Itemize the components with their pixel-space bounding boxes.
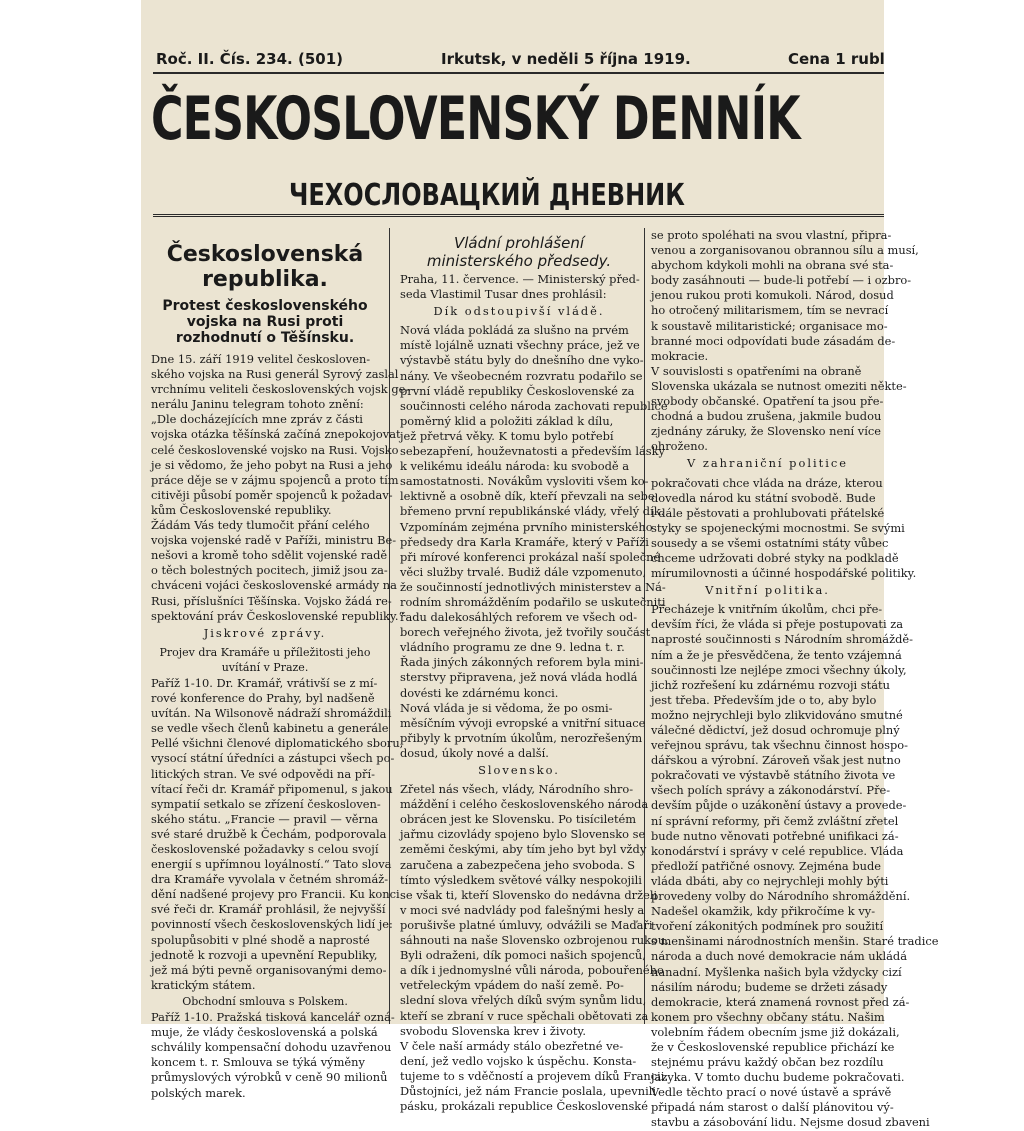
- text-line: polských marek.: [151, 1085, 246, 1100]
- article-text: [151, 675, 404, 993]
- text-line: dosud, úkoly nové a další.: [400, 745, 549, 760]
- text-line: se však ti, kteří Slovensko do nedávna drželi: [400, 887, 658, 902]
- text-line: se vedle všech členů kabinetu a generále: [151, 721, 389, 736]
- text-line: Rusi, příslušníci Těšínska. Vojsko žádá re-: [151, 593, 392, 608]
- text-line: jichž rozřešení ku zdárnému rozvoji státu: [651, 677, 890, 692]
- text-line: mírumilovnosti a účinné hospodářské politiky.: [651, 566, 917, 581]
- section-heading: Vnitřní politika.: [705, 583, 830, 598]
- text-line: k soustavě militaristické; organisace mo-: [651, 318, 888, 333]
- text-line: v moci své nadvlády pod falešnými hesly a: [400, 902, 645, 917]
- article-text: [151, 1010, 395, 1101]
- text-line: mokracie.: [651, 348, 709, 363]
- text-line: seda Vlastimil Tusar dnes prohlásil:: [400, 287, 607, 302]
- text-line: se proto spoléhati na svou vlastní, připra-: [651, 228, 892, 242]
- text-line: nány. Ve všeobecném rozvratu podařilo se: [400, 368, 643, 383]
- subheadline: Protest československého vojska na Rusi proti rozhodnutí o Těšínsku.: [162, 298, 368, 346]
- text-line: vojska otázka těšínská začíná znepokojovat: [151, 427, 401, 442]
- text-line: přibyly k prvotním úkolům, nerozřešeným: [400, 730, 643, 745]
- text-line: jest třeba. Především jde o to, aby bylo: [651, 692, 877, 707]
- text-line: demokracie, která znamená rovnost před zá-: [651, 994, 910, 1009]
- text-line: československé požadavky s celou svojí: [151, 842, 379, 856]
- text-line: je si vědomo, že jeho pobyt na Rusi a jeho: [151, 457, 393, 472]
- masthead-rule-top: [153, 72, 884, 74]
- text-line: bude nutno věnovati potřebné unifikaci zá-: [651, 828, 899, 843]
- text-line: styky se spojeneckými mocnostmi. Se svými: [651, 520, 905, 535]
- text-line: své řeči dr. Kramář prohlásil, že nejvyšší: [151, 902, 386, 917]
- text-line: s menšinami národnostních menšin. Staré tradice: [651, 934, 939, 949]
- text-line: pokračovati chce vláda na dráze, kterou: [651, 475, 883, 490]
- text-line: i dále pěstovati a prohlubovati přátelské: [651, 505, 885, 520]
- text-line: naprosté součinnosti s Národním shromáždě-: [651, 632, 913, 647]
- text-line: předloží patřičné osnovy. Zejména bude: [651, 858, 881, 873]
- text-line: borech veřejného života, jež tvořily součást: [400, 625, 651, 640]
- text-line: kratickým státem.: [151, 977, 256, 992]
- article-text: [400, 272, 638, 302]
- text-line: ním a že je přesvědčena, že tento vzájemná: [651, 647, 902, 662]
- text-line: sympatií setkalo se zřízení českosloven-: [151, 796, 381, 811]
- text-line: koncem t. r. Smlouva se týká výměny: [151, 1055, 365, 1070]
- text-line: Nová vláda pokládá za slušno na prvém: [400, 323, 629, 338]
- text-line: devším říci, že vláda si přeje postupovati za: [651, 617, 904, 632]
- newspaper-page: [141, 0, 939, 1130]
- text-line: sáhnouti na naše Slovensko ozbrojenou rukou.: [400, 933, 669, 948]
- text-line: dra Kramáře vyvolala v četném shromáž-: [151, 872, 389, 887]
- text-line: devším půjde o uzákonění ústavy a provede-: [651, 798, 907, 813]
- text-line: povinností všech československých lidí je:: [151, 917, 393, 932]
- text-line: Byli odraženi, dík pomoci našich spojenců,: [400, 948, 646, 963]
- text-line: ní správní reformy, při čemž zvláštní zřetel: [651, 813, 899, 828]
- text-line: věci služby trvalé. Budiž dále vzpomenuto,: [400, 564, 647, 579]
- text-line: vojska vojenské radě v Paříži, ministru Be-: [151, 533, 397, 548]
- text-line: jazyka. V tomto duchu budeme pokračovati.: [651, 1070, 905, 1085]
- text-line: Přecházeje k vnitřním úkolům, chci pře-: [651, 602, 883, 617]
- text-line: „Dle docházejících mne zpráv z části: [151, 412, 363, 427]
- text-line: k velikému ideálu národa: ku svobodě a: [400, 459, 630, 474]
- text-line: Dne 15. září 1919 velitel českosloven-: [151, 352, 371, 366]
- text-line: všech polích správy a zákonodárství. Pře-: [651, 783, 891, 798]
- text-line: zaručena a zabezpečena jeho svoboda. S: [400, 857, 636, 872]
- text-line: celé československé vojsko na Rusi. Vojsko: [151, 442, 399, 457]
- text-line: spolupůsobiti v plné shodě a naprosté: [151, 932, 370, 947]
- newspaper-subtitle: ЧЕХОСЛОВАЦКИЙ ДНЕВНИК: [289, 178, 685, 213]
- text-line: břemeno první republikánské vlády, vřelý dík.: [400, 504, 665, 519]
- text-line: V souvislosti s opatřeními na obraně: [651, 363, 862, 378]
- text-line: venou a zorganisovanou obrannou sílu a musí,: [651, 243, 919, 258]
- section-heading: V zahraniční politice: [687, 456, 848, 471]
- text-line: chceme udržovati dobré styky na podkladě: [651, 550, 899, 565]
- text-line: při mírové konferenci prokázal naší společné: [400, 549, 661, 564]
- section-heading: Dík odstoupivší vládě.: [433, 304, 605, 319]
- article-text: [151, 352, 410, 624]
- text-line: jařmu cizovlády spojeno bylo Slovensko se: [400, 827, 646, 842]
- text-line: že v Československé republice přichází ke: [651, 1039, 895, 1054]
- text-line: muje, že vlády československá a polská: [151, 1025, 378, 1040]
- article-text: [400, 782, 669, 1114]
- text-line: Žádám Vás tedy tlumočit přání celého: [151, 518, 370, 533]
- text-line: svobody občanské. Opatření ta jsou pře-: [651, 394, 884, 409]
- column-1: [151, 228, 410, 1100]
- issue-number: Roč. II. Čís. 234. (501): [156, 50, 344, 68]
- text-line: tujeme to s vděčností a projevem díků Francii.: [400, 1068, 669, 1083]
- newspaper-title: ČESKOSLOVENSKÝ DENNÍK: [151, 84, 800, 154]
- text-line: Řada jiných zákonných reforem byla mini-: [400, 655, 644, 670]
- text-line: pokračovati ve výstavbě státního života ve: [651, 768, 896, 783]
- text-line: vítací řeči dr. Kramář připomenul, s jakou: [151, 781, 393, 796]
- text-line: dovedla národ ku státní svobodě. Bude: [651, 490, 876, 505]
- text-line: Důstojníci, jež nám Francie poslala, upevnili: [400, 1083, 657, 1098]
- text-line: Vedle těchto prací o nové ústavě a správě: [651, 1085, 892, 1100]
- column-3: [651, 228, 939, 1130]
- text-line: Nadešel okamžik, kdy přikročíme k vy-: [651, 904, 876, 919]
- news-item-heading: Obchodní smlouva s Polskem.: [182, 994, 348, 1008]
- text-line: tvoření zákonitých podmínek pro soužití: [651, 919, 884, 934]
- text-line: a dík i jednomyslné vůli národa, pobouřeného: [400, 963, 664, 978]
- text-line: kům Československé republiky.: [151, 502, 332, 517]
- text-line: sebezapření, houževnatosti a především lásky: [400, 444, 665, 459]
- text-line: rodním shromážděním podařilo se uskutečniti: [400, 594, 666, 609]
- text-line: Nová vláda je si vědoma, že po osmi-: [400, 700, 613, 715]
- text-line: dovésti ke zdárnému konci.: [400, 685, 559, 700]
- text-line: samostatnosti. Novákům vysloviti všem ko-: [400, 474, 649, 489]
- text-line: tímto výsledkem světové války nespokojili: [400, 872, 642, 887]
- text-line: vysocí státní úředníci a zástupci všech po-: [151, 751, 395, 766]
- text-line: ho otročený militarismem, tím se nevrací: [651, 303, 889, 318]
- text-line: ského vojska na Rusi generál Syrový zaslal: [151, 367, 399, 382]
- text-line: možno nejrychleji bylo zlikvidováno smutné: [651, 707, 903, 722]
- text-line: svobodu Slovenska krev i životy.: [400, 1023, 586, 1038]
- text-line: Vzpomínám zejména prvního ministerského: [400, 519, 653, 534]
- text-line: schválily kompensační dohodu uzavřenou: [151, 1040, 392, 1055]
- text-line: abychom kdykoli mohli na obrana své sta-: [651, 258, 894, 273]
- text-line: konem pro všechny občany státu. Našim: [651, 1009, 885, 1024]
- column-divider: [389, 228, 390, 1024]
- text-line: vládního programu ze dne 9. ledna t. r.: [400, 640, 625, 655]
- text-line: jednotě k rozvoji a upevnění Republiky,: [151, 947, 378, 962]
- text-line: nanadní. Myšlenka našich byla vždycky cizí: [651, 964, 902, 979]
- text-line: obrácen jest ke Slovensku. Po tisíciletém: [400, 812, 637, 827]
- text-line: své staré družbě k Čechám, podporovala: [151, 826, 387, 841]
- text-line: pásku, prokázali republice Československé: [400, 1099, 648, 1114]
- price: Cena 1 rubl: [788, 50, 885, 68]
- text-line: Paříž 1-10. Pražská tisková kancelář ozná-: [151, 1010, 395, 1025]
- headline: Vládní prohlášení ministerského předsedy.: [426, 234, 612, 270]
- text-line: řadu dalekosáhlých reforem ve všech od-: [400, 610, 638, 625]
- text-line: součinnosti celého národa zachovati republice: [400, 398, 668, 413]
- text-line: nešovi a kromě toho sdělit vojenské radě: [151, 548, 388, 563]
- article-text: [651, 602, 939, 1130]
- text-line: jež přetrvá věky. K tomu bylo potřebí: [400, 428, 614, 443]
- text-line: válečné dědictví, jež dosud ochromuje plný: [651, 723, 900, 737]
- text-line: výstavbě státu byly do dnešního dne vyko-: [400, 353, 644, 368]
- text-line: dení, jež vedlo vojsko k úspěchu. Konsta-: [400, 1053, 637, 1068]
- text-line: Praha, 11. července. — Ministerský před-: [400, 272, 640, 286]
- text-line: porušivše platné úmluvy, odvážili se Maďaři: [400, 917, 653, 932]
- news-item-heading: Projev dra Kramáře u příležitosti jeho uvítání v Praze.: [159, 645, 371, 674]
- text-line: Zřetel nás všech, vlády, Národního shro-: [400, 782, 634, 797]
- text-line: ského státu. „Francie — pravil — věrna: [151, 811, 379, 826]
- text-line: rové konference do Prahy, byl nadšeně: [151, 691, 375, 706]
- article-text: [400, 323, 668, 761]
- text-line: kteří se zbraní v ruce spěchali obětovati za: [400, 1008, 649, 1023]
- text-line: body zasáhnouti — bude-li potřebí — i ozbro-: [651, 273, 912, 288]
- text-line: měsíčním vývoji evropské a vnitřní situace: [400, 715, 646, 730]
- article-text: [651, 228, 919, 454]
- text-line: že součinností jednotlivých ministerstev a Ná-: [400, 579, 666, 594]
- column-2: [400, 228, 669, 1114]
- text-line: konodárství i správy v celé republice. Vláda: [651, 843, 904, 858]
- text-line: nerálu Janinu telegram tohoto znění:: [151, 397, 364, 412]
- text-line: ohroženo.: [651, 439, 708, 454]
- article-text: [651, 475, 917, 582]
- text-line: vláda dbáti, aby co nejrychleji mohly býti: [651, 873, 889, 888]
- text-line: práce děje se v zájmu spojenců a proto tím: [151, 472, 399, 487]
- text-line: jež má býti pevně organisovanými demo-: [151, 962, 387, 977]
- text-line: branné moci odpovídati bude zásadám de-: [651, 333, 896, 348]
- text-line: energií s upřímnou loyálností.“ Tato slova: [151, 857, 392, 872]
- text-line: slední slova vřelých díků svým synům lidu,: [400, 993, 647, 1008]
- text-line: V čele naší armády stálo obezřetné ve-: [400, 1038, 624, 1053]
- text-line: chváceni vojáci československé armády na: [151, 578, 397, 593]
- place-date: Irkutsk, v neděli 5 října 1919.: [441, 50, 691, 68]
- masthead-rule-bottom: [153, 214, 884, 217]
- text-line: stavbu a zásobování lidu. Nejsme dosud zbaveni: [651, 1115, 930, 1130]
- text-line: sterstvy připravena, jež nová vláda hodlá: [400, 670, 638, 685]
- text-line: volebním řádem obecním jsme již dokázali,: [651, 1024, 900, 1039]
- text-line: o těch bolestných pocitech, jimiž jsou za-: [151, 563, 388, 578]
- text-line: Paříž 1-10. Dr. Kramář, vrátivší se z mí-: [151, 675, 378, 690]
- text-line: litických stran. Ve své odpovědi na pří-: [151, 766, 375, 781]
- text-line: zjednány záruky, že Slovensko není více: [651, 424, 882, 439]
- text-line: násilím národu; budeme se držeti zásady: [651, 979, 888, 994]
- text-line: citivěji působí poměr spojenců k požadav-: [151, 487, 393, 502]
- text-line: poměrný klid a položiti základ k dílu,: [400, 413, 614, 428]
- text-line: máždění i celého československého národa: [400, 797, 649, 812]
- section-heading: Slovensko.: [478, 763, 560, 777]
- text-line: lektivně a osobně dík, kteří převzali na sebe: [400, 489, 655, 504]
- text-line: Slovenska ukázala se nutnost omeziti někte-: [651, 378, 907, 393]
- text-line: provedeny volby do Národního shromáždění.: [651, 889, 911, 904]
- text-line: vrchnímu veliteli československých vojsk ge-: [151, 382, 410, 397]
- text-line: vetřeleckým vpádem do naší země. Po-: [400, 978, 624, 993]
- text-line: připadá nám starost o další plánovitou vý-: [651, 1100, 894, 1115]
- text-line: veřejnou správu, tak všechnu činnost hospo-: [651, 738, 908, 753]
- text-line: zeměmi českými, aby tím jeho byt byl vždy: [400, 842, 647, 857]
- text-line: dění nadšené projevy pro Francii. Ku konci: [151, 887, 400, 902]
- text-line: Pellé všichni členové diplomatického sboru,: [151, 736, 404, 751]
- text-line: jenou rukou proti komukoli. Národ, dosud: [651, 288, 894, 303]
- text-line: národa a duch nové demokracie nám ukládá: [651, 949, 908, 964]
- text-line: spektování práv Československé republiky.“: [151, 608, 405, 623]
- text-line: stejnému právu každý občan bez rozdílu: [651, 1055, 884, 1070]
- masthead: [141, 0, 884, 222]
- text-line: dářskou a výrobní. Zároveň však jest nutno: [651, 753, 901, 768]
- text-line: průmyslových výrobků v ceně 90 milionů: [151, 1070, 388, 1085]
- text-line: předsedy dra Karla Kramáře, který v Paříži: [400, 534, 649, 549]
- text-line: první vládě republiky Československé za: [400, 383, 635, 398]
- text-line: sousedy a se všemi ostatními státy vůbec: [651, 535, 889, 550]
- text-line: místě lojálně uznati všechny práce, jež ve: [400, 338, 640, 353]
- text-line: chodná a budou zrušena, jakmile budou: [651, 409, 882, 424]
- section-heading: Jiskrové zprávy.: [203, 625, 327, 640]
- headline: Československá republika.: [166, 242, 364, 292]
- text-line: uvítán. Na Wilsonově nádraží shromáždili: [151, 706, 392, 721]
- text-line: součinnosti lze nejlépe zmoci všechny úkoly,: [651, 662, 907, 677]
